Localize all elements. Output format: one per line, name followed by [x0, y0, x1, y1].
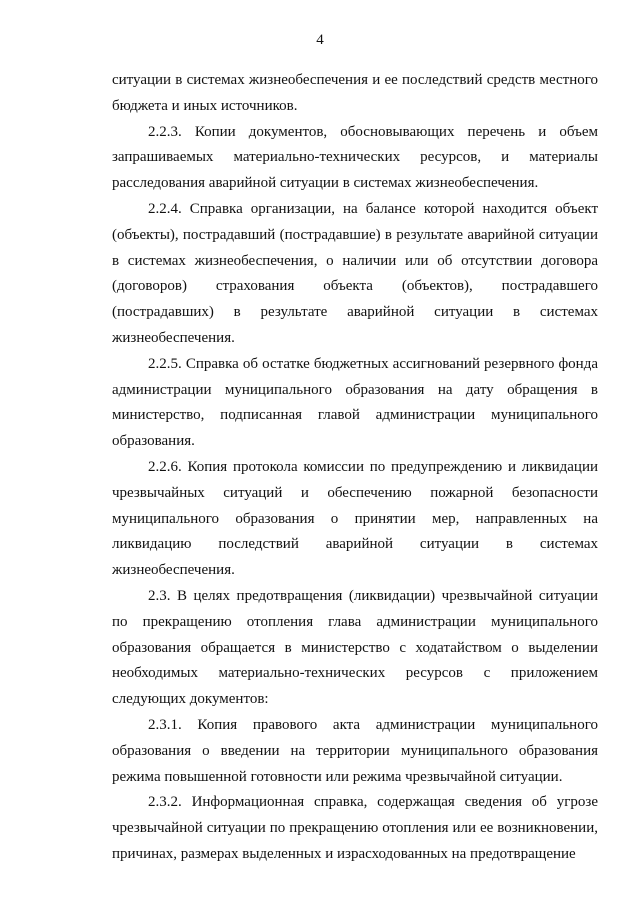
page-number: 4 — [316, 32, 324, 48]
paragraph: 2.2.6. Копия протокола комиссии по предупреждению и ликвидации чрезвычайных ситуаций и обеспечению пожарной безопасности муниципального образования о принятии мер, направленных на ликвидацию последствий аварийной ситуации в системах жизнеобеспечения. — [112, 458, 598, 579]
paragraph: 2.3. В целях предотвращения (ликвидации) чрезвычайной ситуации по прекращению отопления глава администрации муниципального образования обращается в министерство с ходатайством о выделении необходимых материально-технических ресурсов с приложением следующих документов: — [112, 587, 598, 708]
body-text — [112, 68, 598, 868]
paragraph: 2.2.5. Справка об остатке бюджетных ассигнований резервного фонда администрации муниципального образования на дату обращения в министерство, подписанная главой администрации муниципального образования. — [112, 355, 598, 450]
paragraph: 2.2.3. Копии документов, обосновывающих перечень и объем запрашиваемых материально-технических ресурсов, и материалы расследования аварийной ситуации в системах жизнеобеспечения. — [112, 123, 598, 192]
paragraph: 2.3.2. Информационная справка, содержащая сведения об угрозе чрезвычайной ситуации по прекращению отопления или ее возникновении, причинах, размерах выделенных и израсходованных на предотвращение — [112, 794, 598, 862]
paragraph: ситуации в системах жизнеобеспечения и ее последствий средств местного бюджета и иных источников. — [112, 72, 598, 114]
paragraph: 2.2.4. Справка организации, на балансе которой находится объект (объекты), пострадавший (пострадавшие) в результате аварийной ситуации в системах жизнеобеспечения, о наличии или об отсутствии договора (договоров) страхования объекта (объектов), пострадавшего (пострадавших) в результате аварийной ситуации в системах жизнеобеспечения. — [112, 200, 598, 346]
paragraph: 2.3.1. Копия правового акта администрации муниципального образования о введении на территории муниципального образования режима повышенной готовности или режима чрезвычайной ситуации. — [112, 716, 598, 785]
